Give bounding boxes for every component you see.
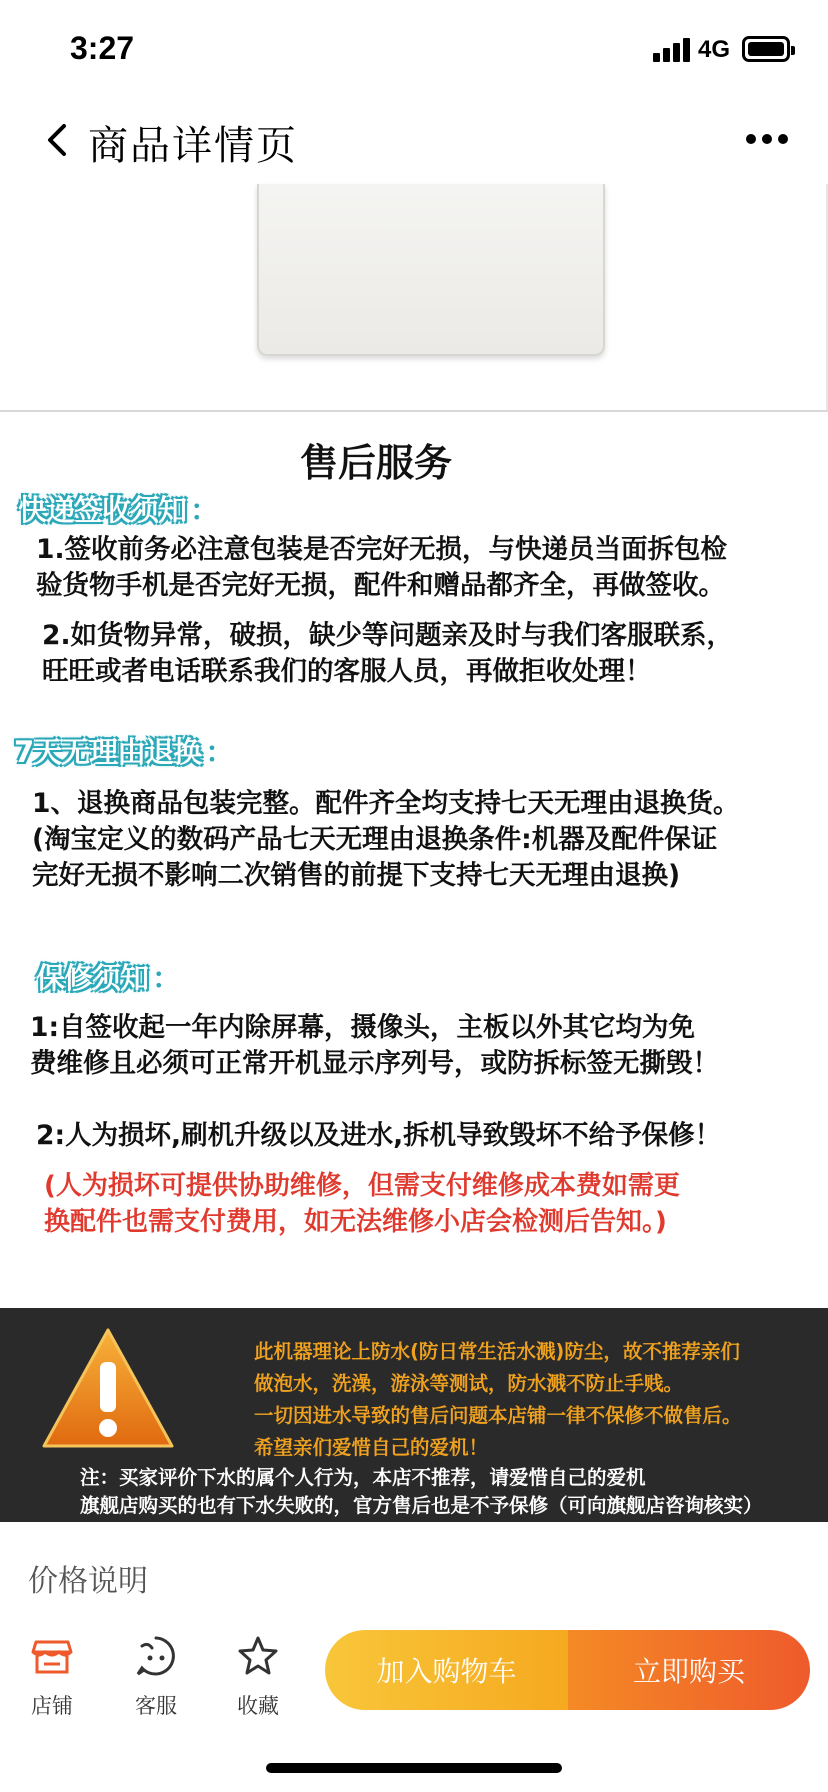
- service-title: 售后服务: [300, 441, 453, 485]
- express-notice-text-2: 2.如货物异常，破损，缺少等问题亲及时与我们客服联系， 旺旺或者电话联系我们的客服人员，再做拒收处理！: [42, 620, 734, 687]
- customer-service-tab[interactable]: [116, 1634, 196, 1720]
- signal-icon: [653, 38, 691, 62]
- navigation-bar: [0, 96, 828, 184]
- warning-line-2: 做泡水，洗澡，游泳等测试，防水溅不防止手贱。: [254, 1372, 684, 1395]
- express-notice-label: 快递签收须知: [18, 493, 187, 527]
- status-bar: [0, 0, 828, 96]
- more-options-icon[interactable]: [740, 132, 796, 146]
- warranty-text-2: 2:人为损坏,刷机升级以及进水,拆机导致毁坏不给予保修！: [36, 1120, 722, 1151]
- product-box-image: [257, 184, 605, 356]
- product-image: [0, 184, 828, 410]
- warranty-text-1: 1:自签收起一年内除屏幕，摄像头，主板以外其它均为免 费维修且必须可正常开机显示序列号，或防拆标签无撕毁！: [30, 1012, 719, 1079]
- return-policy-tag: 7天无理由退换 ：: [14, 735, 234, 769]
- express-notice-tag: 快递签收须知 ：: [18, 493, 219, 527]
- warranty-warning-text: (人为损坏可提供协助维修，但需支付维修成本费如需更 换配件也需支付费用，如无法维修小店会检测后告知。): [44, 1171, 680, 1237]
- warning-note-2: 旗舰店购买的也有下水失败的，官方售后也是不予保修（可向旗舰店咨询核实）: [80, 1494, 763, 1517]
- warning-line-1: 此机器理论上防水(防日常生活水溅)防尘，故不推荐亲们: [254, 1340, 740, 1363]
- store-icon: [30, 1634, 74, 1678]
- return-policy-label: 7天无理由退换: [14, 735, 202, 769]
- star-icon: [236, 1634, 280, 1678]
- return-policy-text: 1、退换商品包装完整。配件齐全均支持七天无理由退换货。 (淘宝定义的数码产品七天无理由退换条件:机器及配件保证 完好无损不影响二次销售的前提下支持七天无理由退换): [32, 788, 740, 891]
- bottom-action-bar: [0, 1620, 828, 1740]
- store-tab[interactable]: [12, 1634, 92, 1720]
- warning-note-1: 注：买家评价下水的属个人行为，本店不推荐，请爱惜自己的爱机: [80, 1466, 646, 1489]
- battery-icon: [742, 36, 790, 62]
- warning-triangle-icon: [40, 1326, 176, 1452]
- store-label: 店铺: [31, 1694, 73, 1718]
- express-notice-text-1: 1.签收前务必注意包装是否完好无损，与快递员当面拆包检 验货物手机是否完好无损，配件和赠品都齐全，再做签收。: [36, 534, 728, 601]
- warning-line-4: 希望亲们爱惜自己的爱机！: [254, 1436, 489, 1459]
- favorite-label: 收藏: [237, 1694, 279, 1718]
- network-label: 4G: [698, 36, 731, 63]
- customer-service-icon: [134, 1634, 178, 1678]
- after-sales-service-section: [0, 410, 828, 1308]
- back-arrow-icon[interactable]: [40, 122, 76, 158]
- home-indicator[interactable]: [266, 1763, 562, 1773]
- page-title: 商品详情页: [88, 123, 298, 169]
- status-time: 3:27: [70, 30, 135, 66]
- add-to-cart-button[interactable]: 加入购物车: [325, 1630, 568, 1710]
- customer-service-label: 客服: [135, 1694, 177, 1718]
- warranty-notice-label: 保修须知: [36, 961, 149, 995]
- warning-line-3: 一切因进水导致的售后问题本店铺一律不保修不做售后。: [254, 1404, 742, 1427]
- warranty-notice-tag: 保修须知 ：: [36, 961, 181, 995]
- waterproof-warning-banner: [0, 1308, 828, 1522]
- buy-now-button[interactable]: 立即购买: [568, 1630, 810, 1710]
- price-description-label[interactable]: 价格说明: [28, 1564, 148, 1599]
- favorite-tab[interactable]: [218, 1634, 298, 1720]
